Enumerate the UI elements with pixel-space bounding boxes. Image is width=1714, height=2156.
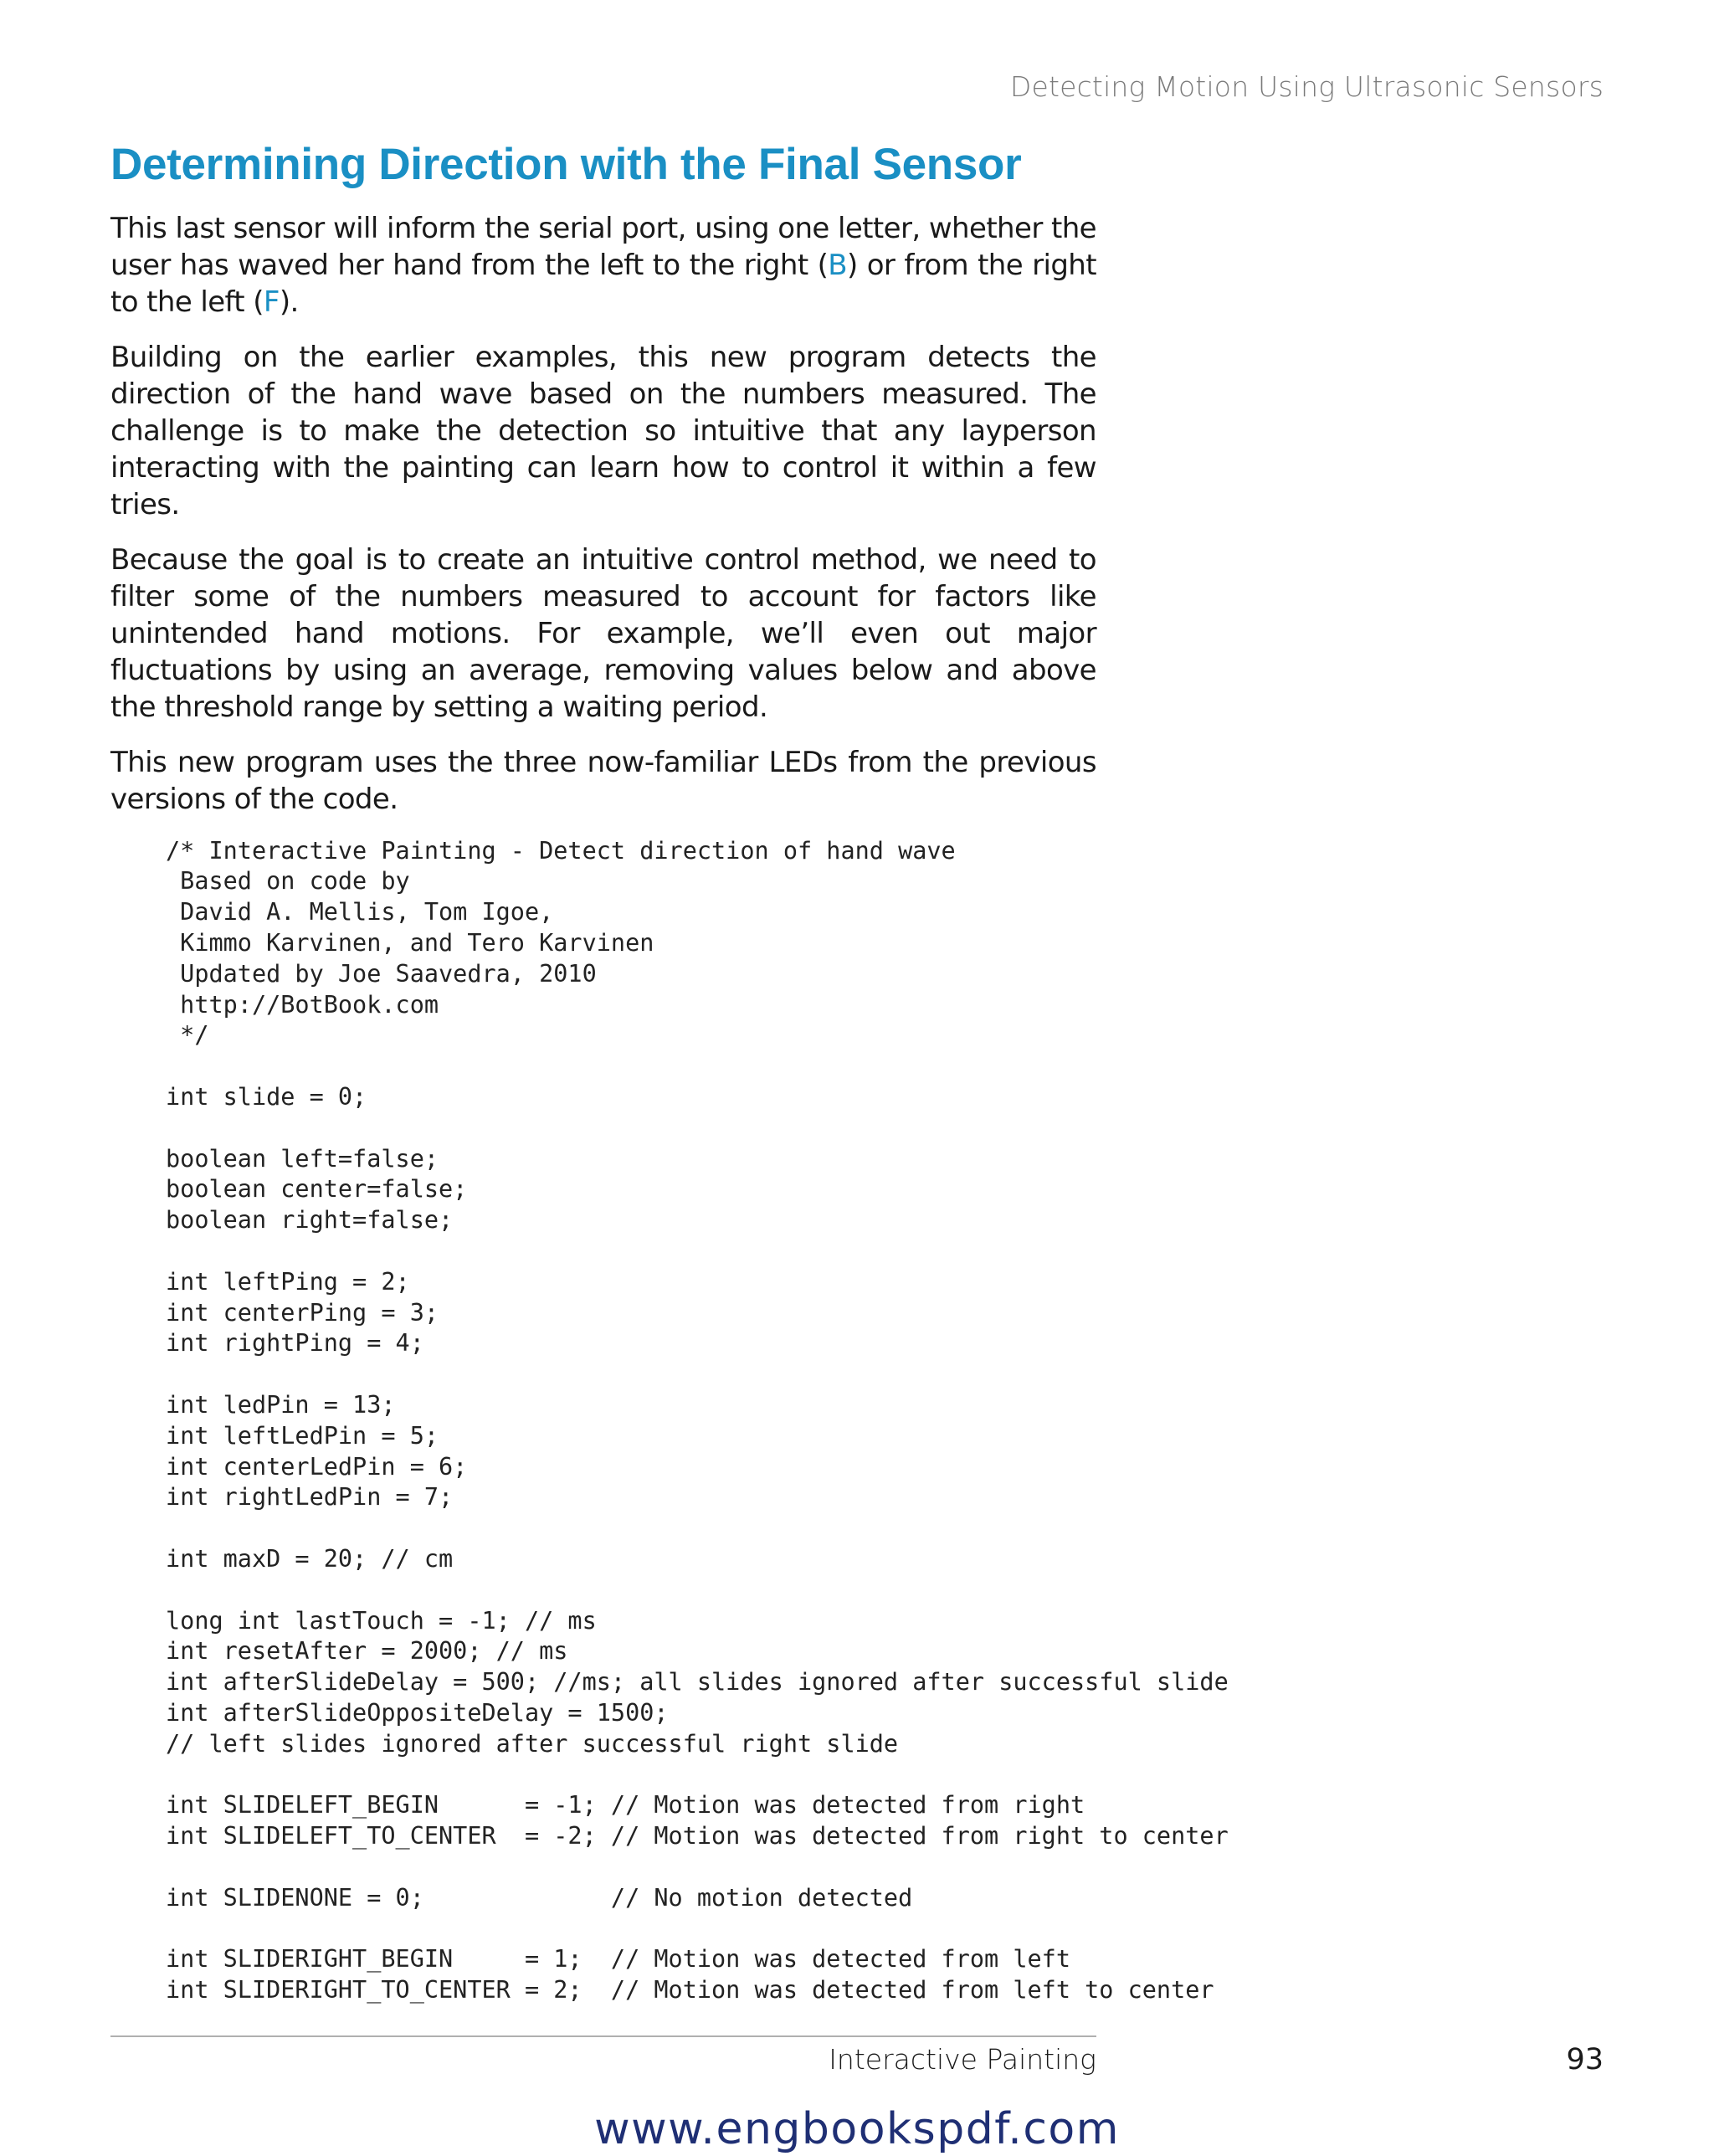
- page-content: [110, 138, 1229, 2006]
- paragraph-text: This last sensor will inform the serial port, using one letter, whether the user has waved her hand from the left to the right (: [110, 211, 1096, 282]
- running-header: Detecting Motion Using Ultrasonic Sensors: [1009, 70, 1604, 103]
- paragraph-serial-letters: [110, 210, 1096, 321]
- section-heading: Determining Direction with the Final Sensor: [110, 140, 1022, 189]
- paragraph-direction-detection: Building on the earlier examples, this new program detects the direction of the hand wave based on the numbers measured. The challenge is to make the detection so intuitive that any layperson interacting with the painting can learn how to control it within a few tries.: [110, 340, 1096, 521]
- paragraph-text: ) or from the right to the left (: [110, 248, 1096, 319]
- footer-book-title: Interactive Painting: [829, 2043, 1096, 2076]
- letter-b: B: [828, 248, 848, 282]
- footer-divider: [110, 2035, 1096, 2037]
- letter-f: F: [263, 285, 280, 319]
- watermark-link[interactable]: www.engbookspdf.com: [594, 2104, 1120, 2154]
- code-listing: /* Interactive Painting - Detect direction of hand wave Based on code by David A. Mellis, Tom Igoe, Kimmo Karvinen, and Tero Karvinen Updated by Joe Saavedra, 2010 http://BotBook.com */ int slide = 0; boolean left=false; boolean center=false; boolean right=false; int leftPing = 2; int centerPing = 3; int rightPing = 4; int ledPin = 13; int leftLedPin = 5; int centerLedPin = 6; int rightLedPin = 7; int maxD = 20; // cm long int lastTouch = -1; // ms int resetAfter = 2000; // ms int afterSlideDelay = 500; //ms; all slides ignored after successful slide int afterSlideOppositeDelay = 1500; // left slides ignored after successful right slide int SLIDELEFT_BEGIN = -1; // Motion was detected from right int SLIDELEFT_TO_CENTER = -2; // Motion was detected from right to center int SLIDENONE = 0; // No motion detected int SLIDERIGHT_BEGIN = 1; // Motion was detected from left int SLIDERIGHT_TO_CENTER = 2; // Motion was detected from left to center: [166, 836, 1229, 2005]
- paragraph-filtering: Because the goal is to create an intuitive control method, we need to filter some of the numbers measured to account for factors like unintended hand motions. For example, we’ll even out major fluctuations by using an average, removing values below and above the threshold range by setting a waiting period.: [110, 542, 1096, 724]
- paragraph-leds: This new program uses the three now-familiar LEDs from the previous versions of the code.: [110, 745, 1096, 816]
- page-number: 93: [1566, 2043, 1604, 2076]
- paragraph-text: ).: [279, 285, 299, 319]
